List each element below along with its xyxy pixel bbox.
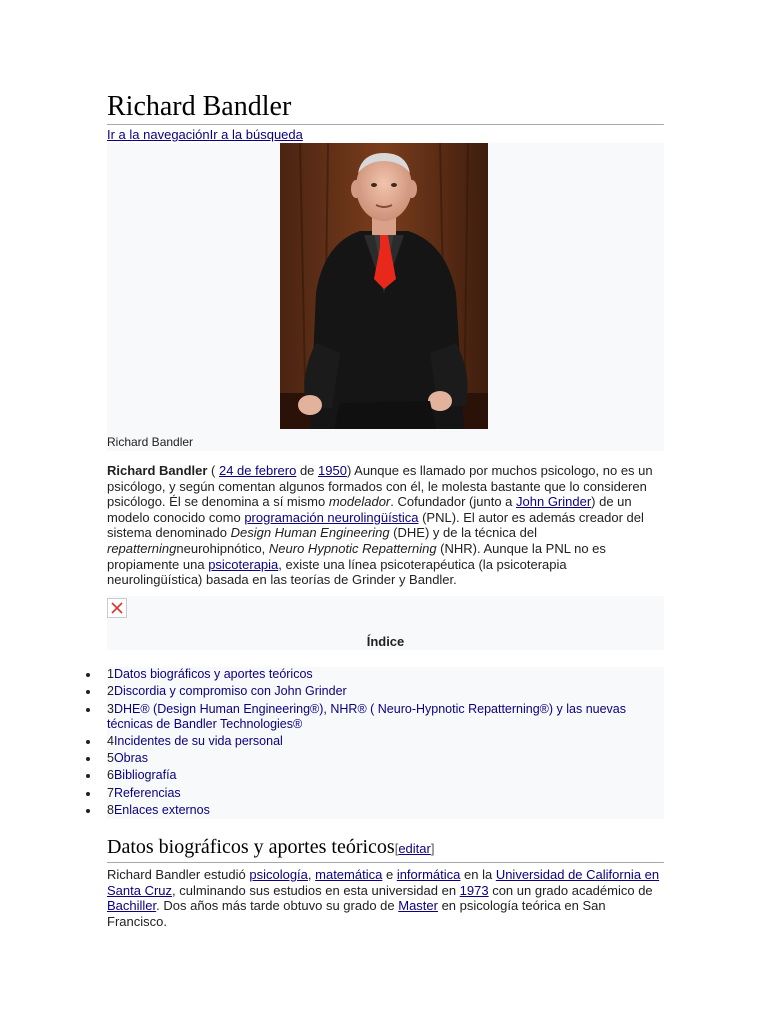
edit-bracket: ] — [430, 841, 435, 856]
toc-link[interactable]: Obras — [113, 751, 148, 766]
text-run: , existe una línea psicoterapéutica (la psicoterapia neurolingüística) basada en las teorías de Grinder y Bandler. — [107, 556, 567, 588]
toc-item — [107, 751, 664, 766]
broken-image-icon — [107, 598, 127, 618]
toc-item — [107, 684, 664, 699]
text-run: de — [296, 463, 319, 478]
toc-link[interactable]: Incidentes de su vida personal — [113, 733, 283, 748]
text-run: neurohipnótico, — [176, 540, 269, 556]
subject-name: Richard Bandler — [107, 463, 208, 478]
emphasis: repatterning — [107, 540, 177, 556]
toc-title: Índice — [366, 634, 405, 649]
figure-caption: Richard Bandler — [107, 435, 194, 449]
link-john-grinder[interactable]: John Grinder — [516, 494, 592, 510]
toc-number: 6 — [107, 768, 114, 783]
edit-section — [395, 841, 435, 856]
section-heading — [107, 834, 664, 863]
link-psicologia[interactable]: psicología — [249, 867, 308, 882]
link-informatica[interactable]: informática — [396, 867, 461, 882]
lead-paragraph — [107, 463, 664, 588]
edit-bracket: [ — [394, 841, 399, 856]
emphasis: Design Human Engineering — [230, 525, 390, 541]
text-run: ( — [207, 463, 219, 478]
jump-to-search-link[interactable]: Ir a la búsqueda — [209, 127, 303, 142]
jump-to-navigation-link[interactable]: Ir a la navegación — [107, 127, 210, 142]
page-title: Richard Bandler — [107, 90, 664, 125]
toc-link[interactable]: Bibliografía — [113, 768, 177, 783]
section-heading-text: Datos biográficos y aportes teóricos — [107, 836, 395, 858]
emphasis: Neuro Hypnotic Repatterning — [268, 540, 437, 556]
toc-item — [107, 786, 664, 801]
toc-item — [107, 667, 664, 682]
text-run: , culminando sus estudios en esta universidad en — [172, 882, 460, 898]
toc-item — [107, 734, 664, 749]
text-run: en psicología teórica en San Francisco. — [107, 898, 606, 929]
text-run: ) de un modelo conocido como — [107, 494, 632, 525]
toc-link[interactable]: DHE® (Design Human Engineering®), NHR® ( Neuro-Hypnotic Repatterning®) y las nuevas técnicas de Bandler Technologies® — [107, 701, 626, 731]
link-uc-santa-cruz[interactable]: Universidad de California en Santa Cruz — [107, 867, 660, 898]
link-pnl[interactable]: programación neurolingüística — [244, 509, 419, 525]
text-run: con un grado académico de — [488, 882, 653, 898]
text-run: . Cofundador (junto a — [390, 494, 517, 510]
text-run: (DHE) y de la técnica del — [389, 525, 537, 541]
toc-item — [107, 702, 664, 732]
text-run: (NHR). Aunque la PNL no es propiamente una — [107, 540, 606, 572]
infobox-figure — [107, 143, 664, 451]
toc-item — [107, 803, 664, 818]
edit-section-link[interactable]: editar — [398, 841, 431, 856]
toc-item — [107, 768, 664, 783]
portrait-photo[interactable] — [280, 143, 488, 429]
link-matematica[interactable]: matemática — [315, 867, 383, 882]
toc-number: 2 — [107, 684, 114, 699]
link-psicoterapia[interactable]: psicoterapia — [208, 556, 279, 572]
toc-link[interactable]: Enlaces externos — [113, 803, 210, 818]
toc-number: 8 — [107, 803, 114, 818]
text-run: e — [382, 867, 397, 882]
toc-box — [107, 596, 664, 650]
text-run: en la — [460, 867, 496, 882]
link-master[interactable]: Master — [398, 898, 438, 914]
link-birth-date[interactable]: 24 de febrero — [218, 463, 297, 478]
toc-number: 5 — [107, 751, 114, 766]
toc-number: 4 — [107, 733, 114, 748]
text-run: . Dos años más tarde obtuvo su grado de — [156, 898, 399, 914]
link-1973[interactable]: 1973 — [459, 882, 489, 898]
toc-link[interactable]: Datos biográficos y aportes teóricos — [113, 667, 313, 681]
toc-number: 1 — [107, 667, 114, 681]
toc-link[interactable]: Discordia y compromiso con John Grinder — [113, 684, 347, 699]
toc-link[interactable]: Referencias — [113, 785, 181, 800]
emphasis: modelador — [328, 494, 391, 510]
text-run: Richard Bandler estudió — [107, 867, 250, 882]
section-paragraph — [107, 867, 664, 929]
link-bachiller[interactable]: Bachiller — [107, 898, 157, 914]
jump-links — [107, 127, 303, 143]
toc-list — [107, 667, 664, 819]
text-run: (PNL). El autor es además creador del sistema denominado — [107, 509, 644, 541]
toc-number: 3 — [107, 701, 114, 716]
link-birth-year[interactable]: 1950 — [318, 463, 347, 478]
toc-number: 7 — [107, 785, 114, 800]
text-run: , — [307, 867, 316, 882]
text-run: ) Aunque es llamado por muchos psicologo, no es un psicólogo, y según comentan algunos formados con él, le molesta bastante que lo consideren psicólogo. Él se denomina a sí mismo — [107, 463, 653, 510]
